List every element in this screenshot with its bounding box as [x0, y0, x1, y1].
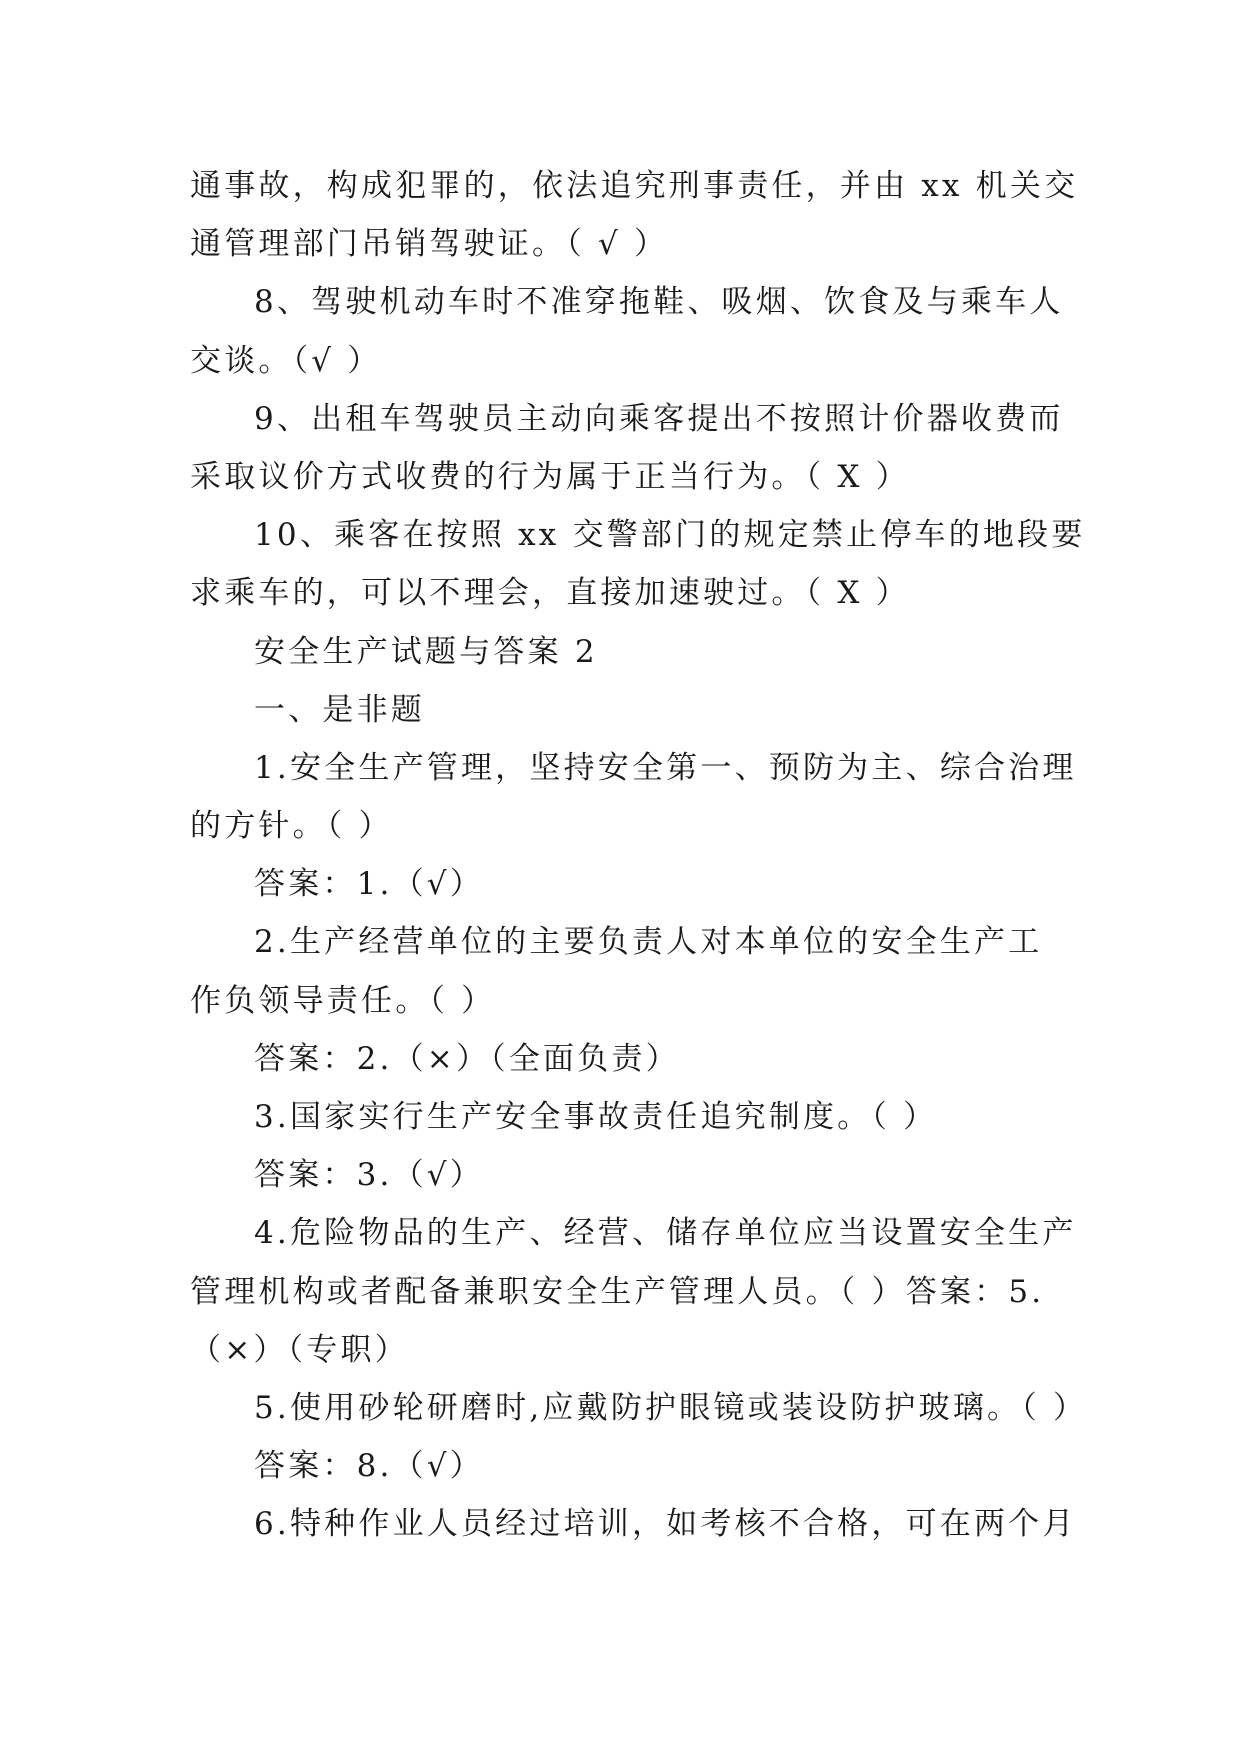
question-line: 4.危险物品的生产、经营、储存单位应当设置安全生产: [254, 1215, 1077, 1252]
question-line: 的方针。（ ）: [190, 808, 393, 845]
section-title: 安全生产试题与答案 2: [254, 633, 598, 670]
answer-line: 答案：1.（√）: [254, 866, 484, 903]
answer-line: （×）（专职）: [190, 1331, 409, 1368]
text-line: 8、驾驶机动车时不准穿拖鞋、吸烟、饮食及与乘车人: [254, 284, 1064, 321]
answer-line: 答案：2.（×）（全面负责）: [254, 1040, 680, 1077]
text-line: 交谈。（√ ）: [190, 342, 382, 379]
section-heading: 一、是非题: [254, 691, 425, 728]
question-line: 2.生产经营单位的主要负责人对本单位的安全生产工: [254, 924, 1043, 961]
text-line: 9、出租车驾驶员主动向乘客提出不按照计价器收费而: [254, 400, 1064, 437]
question-line: 3.国家实行生产安全事故责任追究制度。（ ）: [254, 1099, 938, 1135]
answer-line: 答案：3.（√）: [254, 1157, 484, 1194]
document-page: [190, 157, 1088, 1554]
question-line: 6.特种作业人员经过培训，如考核不合格，可在两个月: [254, 1506, 1077, 1543]
text-line: 采取议价方式收费的行为属于正当行为。（ X ）: [190, 458, 910, 495]
answer-line: 答案：8.（√）: [254, 1448, 484, 1485]
text-line: 通管理部门吊销驾驶证。（ √ ）: [190, 226, 669, 263]
question-line: 作负领导责任。（ ）: [190, 982, 496, 1019]
question-line: 管理机构或者配备兼职安全生产管理人员。（ ）答案：5.: [190, 1273, 1045, 1310]
question-line: 5.使用砂轮研磨时,应戴防护眼镜或装设防护玻璃。（ ）: [254, 1389, 1088, 1426]
text-line: 10、乘客在按照 xx 交警部门的规定禁止停车的地段要: [254, 517, 1086, 554]
text-line: 求乘车的，可以不理会，直接加速驶过。（ X ）: [190, 575, 910, 612]
question-line: 1.安全生产管理，坚持安全第一、预防为主、综合治理: [254, 749, 1077, 786]
text-line: 通事故，构成犯罪的，依法追究刑事责任，并由 xx 机关交: [190, 168, 1079, 204]
